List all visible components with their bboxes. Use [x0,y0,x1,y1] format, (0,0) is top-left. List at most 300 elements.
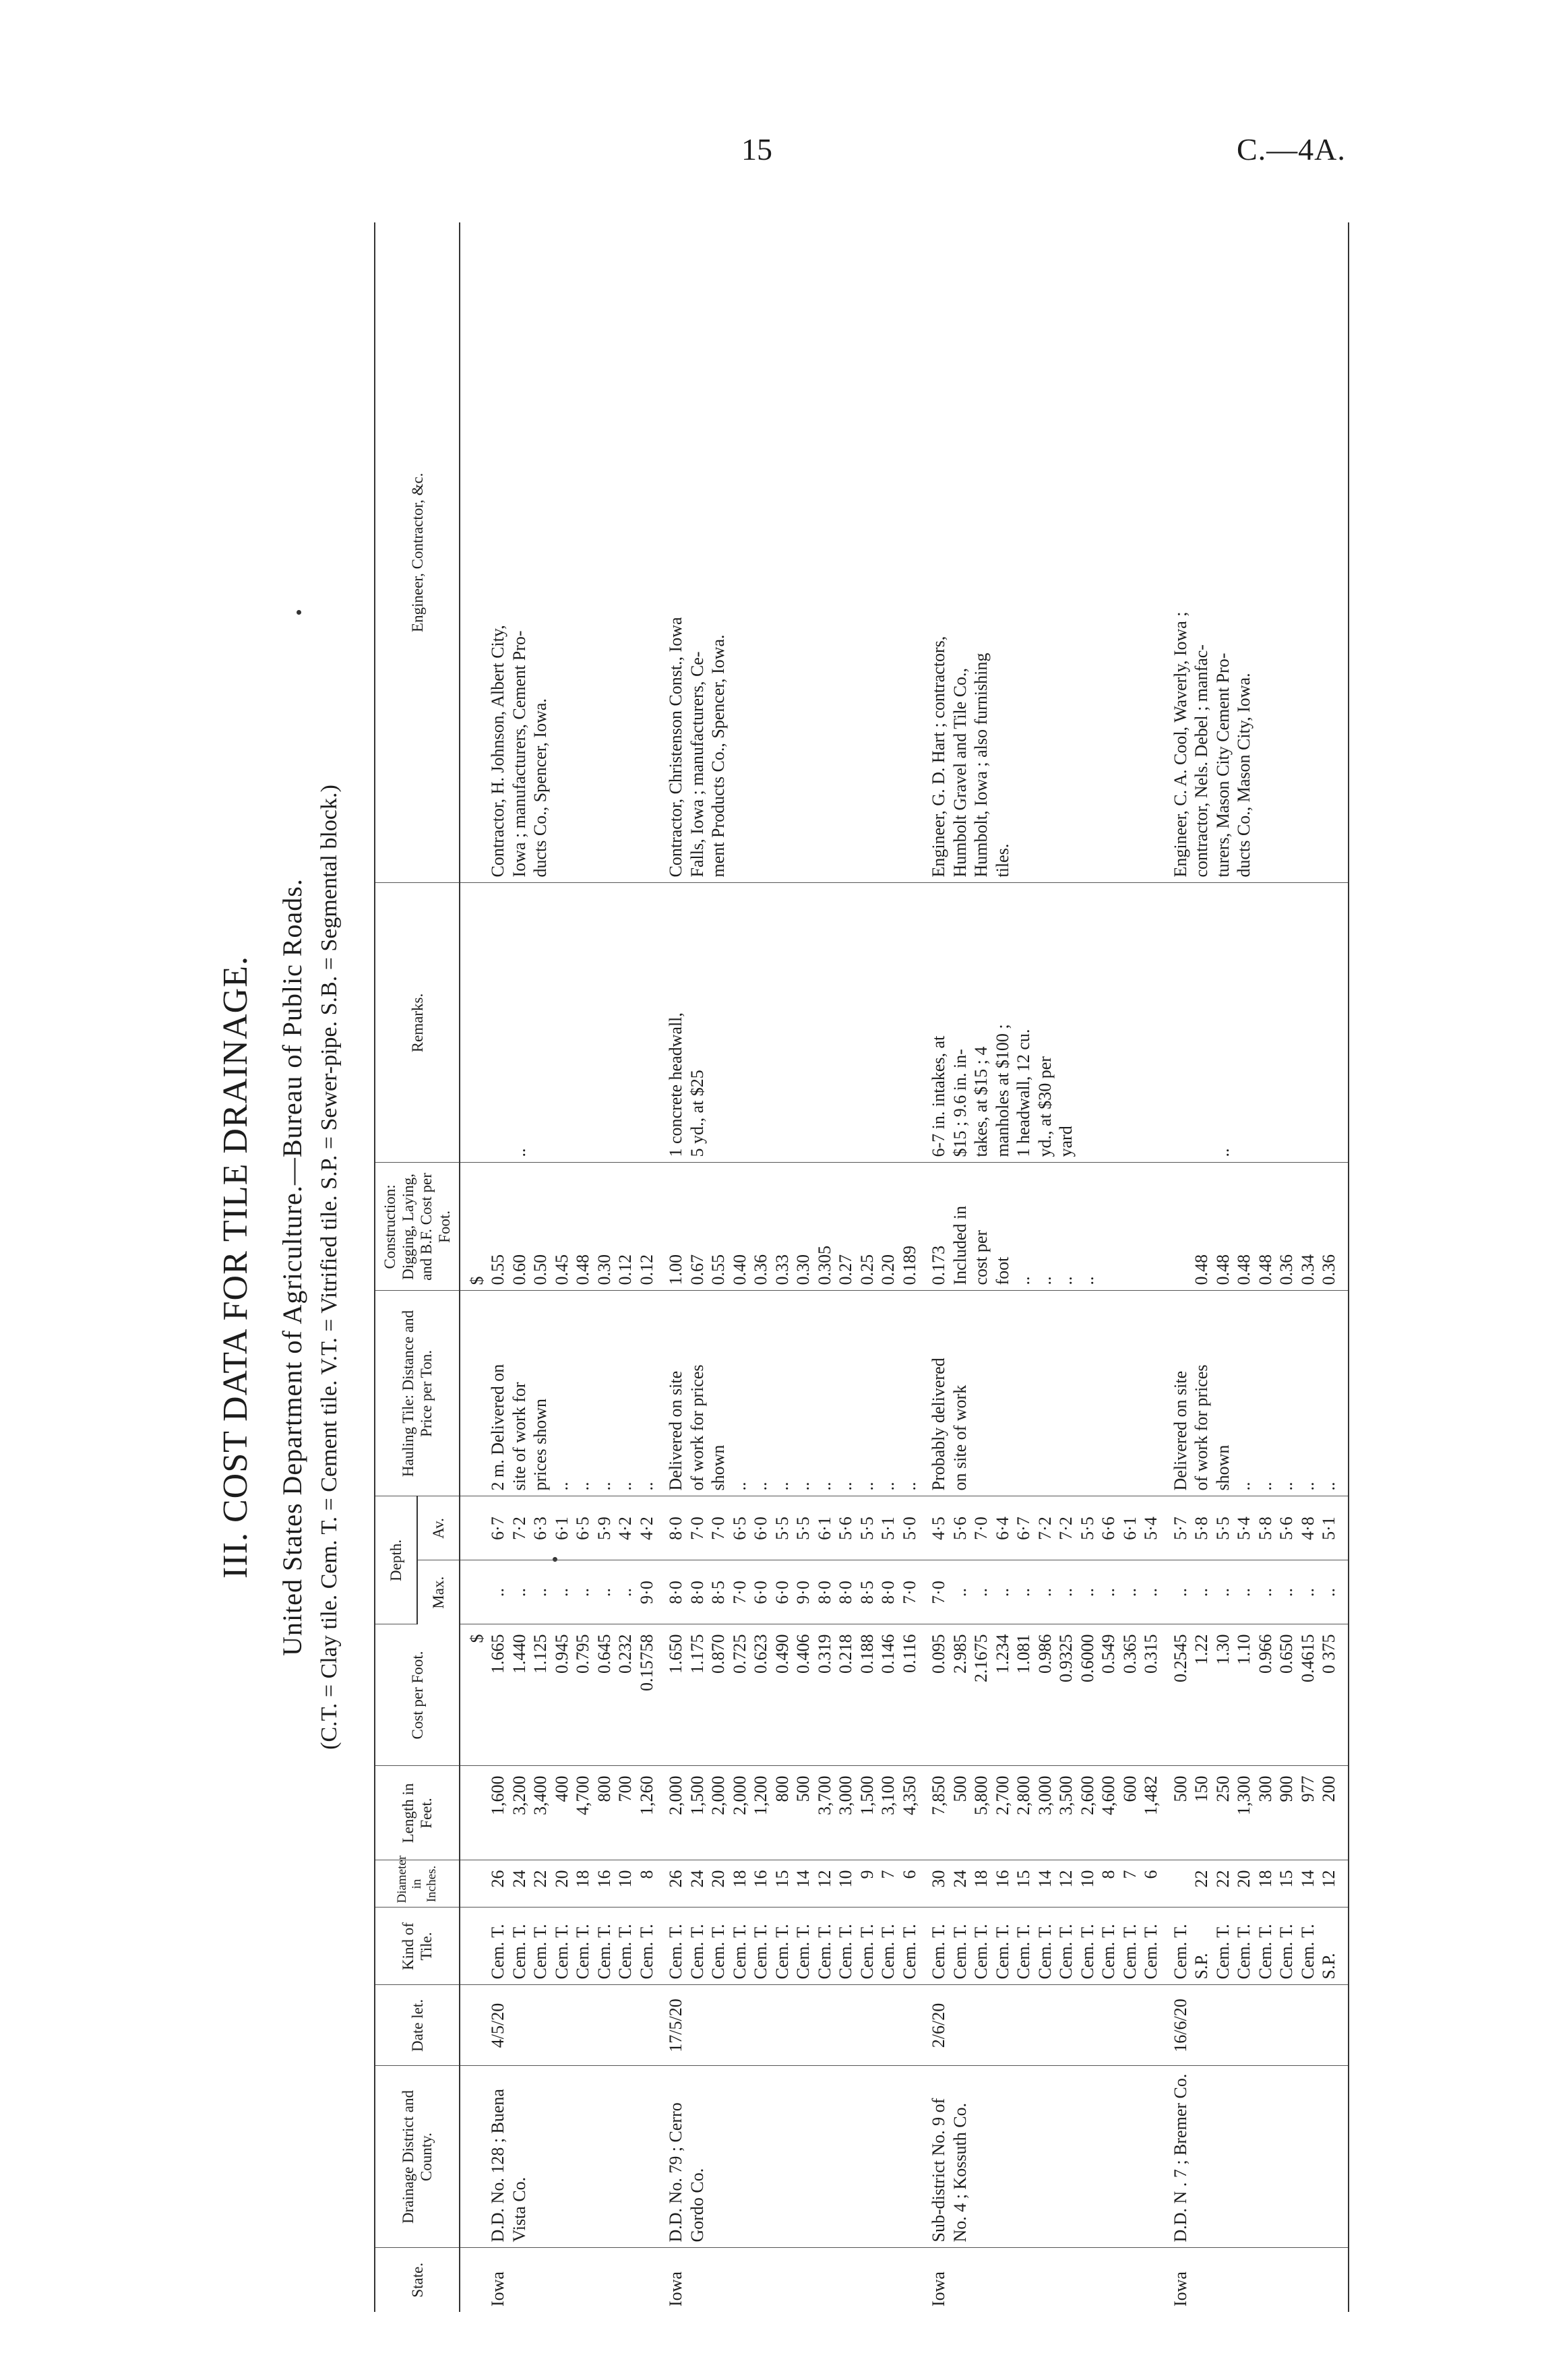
header-kind: Kind of Tile. [375,1908,460,1985]
diameter-value: 26 [488,1870,507,1888]
construction-line: 0.30 [793,1254,813,1285]
construction-column-cell [487,1163,657,1291]
depth-max-value: .. [530,1588,550,1597]
diameter-value: 18 [573,1870,592,1888]
diameter-value: 6 [899,1870,919,1879]
length-value: 2,000 [729,1775,749,1815]
hauling-line [1013,1297,1035,1491]
length-value: 4,350 [899,1775,919,1815]
hauling-line: .. [836,1482,855,1491]
header-depth-av: Av. [417,1496,460,1560]
hauling-line: .. [857,1482,877,1491]
diameter-value: 12 [1056,1870,1076,1888]
currency-cell: $ [460,1624,487,1766]
construction-line: 0.12 [636,1254,656,1285]
length-value: 3,500 [1056,1775,1076,1815]
cost-value: 1.234 [992,1634,1012,1674]
engineer-line: Humbolt, Iowa ; also furnishing [971,652,991,878]
kind-column-cell [928,1908,1162,1985]
spacer-cell [920,222,928,883]
depth-av-value: 4·2 [636,1517,656,1540]
length-value: 2,800 [1014,1775,1033,1815]
engineer-line [1098,228,1119,878]
spacer-cell [1340,1560,1349,1624]
table-subtitle: United States Department of Agriculture.—Bureau of Public Roads. [277,878,307,1656]
spacer-cell [1340,1908,1349,1985]
header-district: Drainage District and County. [375,2066,460,2248]
depth-max-value: 7·0 [899,1581,919,1604]
diameter-value [1170,1870,1192,1902]
construction-line: 0.40 [729,1254,749,1285]
depth-av-value: 7·0 [971,1517,991,1540]
construction-column-cell [665,1163,920,1291]
construction-line: 0.12 [615,1254,635,1285]
remarks-line [1140,889,1162,1157]
engineer-line [814,228,836,878]
length-value: 2,700 [992,1775,1012,1815]
diameter-value: 22 [1192,1870,1211,1888]
group-spacer [1162,222,1170,2312]
engineer-column-cell [487,222,657,883]
depth-max-value: .. [950,1588,970,1597]
engineer-column-cell [1170,222,1340,883]
cost-value: 0 375 [1319,1634,1338,1674]
spacer-cell [1162,1860,1170,1908]
depth-max-value: 8·0 [814,1581,834,1604]
header-diameter: Diameter in Inches. [375,1860,460,1908]
engineer-line: ment Products Co., Spencer, Iowa. [708,634,728,878]
spacer-cell [1340,1624,1349,1766]
hauling-line: .. [615,1482,635,1491]
kind-of-tile: Cem. T. [687,1924,707,1980]
currency-cell [460,1766,487,1860]
cost-value: 2.1675 [971,1634,991,1682]
group-spacer [657,222,665,2312]
length-column-cell [1170,1766,1340,1860]
cost-value: 0.15758 [636,1634,656,1691]
engineer-line: Engineer, G. D. Hart ; contractors, [929,636,948,878]
construction-line: 0.20 [878,1254,898,1285]
kind-of-tile: Cem. T. [615,1924,635,1980]
length-value: 1,200 [751,1775,770,1815]
cost-value: 0.945 [551,1634,572,1674]
spacer-cell [1340,1766,1349,1860]
construction-line: 0.36 [751,1254,770,1285]
length-value: 500 [950,1775,970,1802]
kind-of-tile: Cem. T. [488,1924,507,1980]
currency-cell [460,2248,487,2312]
depth-av-value: 5·6 [950,1517,970,1540]
currency-cell [460,2066,487,2248]
currency-cell [460,1496,487,1560]
depth-max-value: .. [1077,1588,1097,1597]
remarks-line [1098,889,1119,1157]
hauling-line: of work for prices [1192,1364,1211,1491]
remarks-line [877,889,899,1157]
currency-cell [460,883,487,1163]
length-value: 700 [615,1775,635,1802]
construction-line: 0.305 [814,1246,834,1285]
cost-value: 1.10 [1234,1634,1254,1665]
depth-av-value: 7·0 [687,1517,707,1540]
currency-cell [460,1908,487,1985]
depth-av-value: 6·1 [1119,1517,1140,1540]
kind-of-tile: Cem. T. [793,1924,813,1980]
length-value: 2,000 [708,1775,728,1815]
kind-of-tile: Cem. T. [950,1924,970,1980]
depth-av-value: 6·5 [573,1517,592,1540]
engineer-line [877,228,899,878]
diameter-value: 12 [1319,1870,1338,1888]
diameter-value: 9 [857,1870,877,1879]
district-cell-text: D.D. No. 79 ; Cerro Gordo Co. [666,2102,707,2242]
spacer-cell [920,883,928,1163]
remarks-line [530,889,551,1157]
spacer-cell [657,1908,665,1985]
construction-line: 0.48 [573,1254,592,1285]
construction-line [1098,1169,1119,1285]
kind-of-tile: Cem. T. [836,1924,855,1980]
depth-av-value: 6·1 [814,1517,834,1540]
engineer-line [1055,228,1077,878]
hauling-column-cell [1170,1291,1340,1496]
date-let-cell [928,1985,1162,2066]
spacer-cell [1162,1560,1170,1624]
date-let-cell-text: 17/5/20 [666,1998,685,2052]
district-cell [665,2066,920,2248]
cost-value: 2.985 [950,1634,970,1674]
av-column-cell [928,1496,1162,1560]
kind-of-tile: Cem. T. [751,1924,770,1980]
diameter-value: 8 [1099,1870,1118,1879]
hauling-line: .. [878,1482,898,1491]
construction-line: 0.189 [899,1246,919,1285]
hauling-line: shown [1212,1444,1233,1491]
engineer-line: Contractor, Christenson Const., Iowa [666,617,685,878]
depth-max-value: 8·5 [857,1581,877,1604]
spacer-cell [657,1766,665,1860]
depth-max-value: .. [615,1588,635,1597]
depth-max-value: .. [1319,1588,1338,1597]
group-spacer [1340,222,1349,2312]
hauling-line: shown [708,1444,728,1491]
depth-max-value: .. [1297,1588,1318,1597]
diameter-value: 16 [594,1870,614,1888]
cost-value: 0.2545 [1170,1634,1190,1682]
depth-max-value: .. [1255,1588,1275,1597]
engineer-line: turers, Mason City Cement Pro- [1212,652,1233,878]
state-cell-text: Iowa [1170,2271,1190,2307]
depth-max-value: .. [1056,1588,1076,1597]
header-state: State. [375,2248,460,2312]
remarks-line [729,889,751,1157]
construction-line: 0.25 [857,1254,877,1285]
depth-av-value: 6·7 [1014,1517,1033,1540]
length-value: 1,482 [1141,1775,1161,1815]
depth-av-value: 6·0 [751,1517,770,1540]
kind-of-tile: Cem. T. [551,1924,572,1980]
length-value: 150 [1192,1775,1211,1802]
depth-av-value: 4·2 [615,1517,635,1540]
remarks-line [857,889,878,1157]
kind-of-tile: Cem. T. [1212,1924,1233,1980]
district-cell [487,2066,657,2248]
depth-max-value: 8·0 [666,1581,685,1604]
date-let-cell-text: 16/6/20 [1170,1998,1190,2052]
state-cell-text: Iowa [488,2271,507,2307]
remarks-line: .. [1212,1148,1233,1157]
date-let-cell-text: 2/6/20 [929,2003,948,2048]
construction-line [1140,1169,1162,1285]
hauling-line [1140,1297,1162,1491]
currency-row [460,222,487,2312]
length-value: 800 [772,1775,792,1802]
construction-line: 0.173 [929,1246,948,1285]
hauling-line [992,1297,1014,1491]
spacer-cell [920,1766,928,1860]
remarks-line [1276,889,1297,1157]
depth-av-value: 5·5 [1212,1517,1233,1540]
length-value: 3,700 [814,1775,834,1815]
max-column-cell [928,1560,1162,1624]
kind-of-tile: Cem. T. [814,1924,834,1980]
construction-line: 0.48 [1212,1254,1233,1285]
diameter-value: 18 [1255,1870,1275,1888]
length-column-cell [928,1766,1162,1860]
engineer-line [857,228,878,878]
cost-value: 0.315 [1141,1634,1161,1674]
remarks-line: 5 yd., at $25 [687,1070,707,1157]
kind-of-tile: Cem. T. [509,1924,529,1980]
state-cell [1170,2248,1340,2312]
length-value: 2,600 [1077,1775,1097,1815]
remarks-line [551,889,573,1157]
district-cell-text: D.D. N . 7 ; Bremer Co. [1170,2073,1190,2242]
kind-of-tile: Cem. T. [708,1924,728,1980]
kind-of-tile: Cem. T. [1056,1924,1076,1980]
spacer-cell [657,2248,665,2312]
spacer-cell [1340,1496,1349,1560]
construction-column-cell [928,1163,1162,1291]
spacer-cell [657,2066,665,2248]
depth-av-value: 5·9 [594,1517,614,1540]
depth-av-value: 5·1 [1319,1517,1338,1540]
spacer-cell [920,1291,928,1496]
table-row [1170,222,1340,2312]
construction-line: .. [1056,1276,1076,1285]
header-depth: Depth. [375,1496,417,1624]
kind-of-tile: Cem. T. [971,1924,991,1980]
engineer-line [594,228,615,878]
engineer-line: contractor, Nels. Debel ; manfac- [1192,644,1211,878]
engineer-line [551,228,573,878]
spacer-cell [657,1985,665,2066]
depth-max-value: .. [1276,1588,1296,1597]
depth-av-value: 6·4 [992,1517,1012,1540]
cost-value: 0.4615 [1297,1634,1318,1682]
construction-line: 0.45 [551,1254,572,1285]
depth-av-value: 5·8 [1192,1517,1211,1540]
length-value: 3,400 [530,1775,550,1815]
hauling-line: 2 m. Delivered on [488,1364,507,1491]
kind-of-tile: Cem. T. [1297,1924,1318,1980]
diameter-column-cell [928,1860,1162,1908]
diameter-column-cell [665,1860,920,1908]
depth-max-value: .. [971,1588,991,1597]
engineer-line [636,228,658,878]
spacer-cell [920,1163,928,1291]
hauling-line: Probably delivered [929,1357,948,1491]
hauling-line: .. [899,1482,919,1491]
depth-max-value: .. [1099,1588,1118,1597]
hauling-line: Delivered on site [1170,1370,1190,1491]
kind-of-tile: Cem. T. [1077,1924,1097,1980]
spacer-cell [1162,1624,1170,1766]
cost-value: 1.650 [666,1634,685,1674]
kind-of-tile: S.P. [1192,1953,1211,1980]
district-cell-text: D.D. No. 128 ; Buena Vista Co. [488,2089,529,2242]
hauling-line [1119,1297,1141,1491]
diameter-value: 24 [509,1870,529,1888]
remarks-line [636,889,658,1157]
construction-line: 0.33 [772,1254,792,1285]
cost-value: 0.870 [708,1634,728,1674]
spacer-cell [920,1560,928,1624]
diameter-value: 14 [1297,1870,1318,1888]
length-value: 500 [793,1775,813,1802]
length-value: 3,000 [1035,1775,1055,1815]
depth-max-value: 7·0 [729,1581,749,1604]
spacer-cell [920,2066,928,2248]
hauling-line: of work for prices [687,1364,707,1491]
depth-av-value: 5·6 [1276,1517,1296,1540]
remarks-line: 6-7 in. intakes, at [929,1035,948,1157]
spacer-cell [657,222,665,883]
cost-value: 0.490 [772,1634,792,1674]
construction-line: foot [992,1256,1012,1285]
currency-cell [460,222,487,883]
depth-max-value: 8·0 [836,1581,855,1604]
remarks-line [835,889,857,1157]
header-construction: Construction: Digging, Laying, and B.F. Cost per Foot. [375,1163,460,1291]
depth-max-value: .. [992,1588,1012,1597]
date-let-cell [487,1985,657,2066]
header-engineer: Engineer, Contractor, &c. [375,222,460,883]
depth-av-value: 7·2 [509,1517,529,1540]
av-column-cell [487,1496,657,1560]
spacer-cell [1340,222,1349,883]
depth-av-value: 7·2 [1035,1517,1055,1540]
cost-column-cell [487,1624,657,1766]
kind-column-cell [487,1908,657,1985]
cost-value: 0.795 [573,1634,592,1674]
construction-line: 0.30 [594,1254,614,1285]
depth-max-value: .. [488,1588,507,1597]
remarks-column-cell [487,883,657,1163]
remarks-line: manholes at $100 ; [992,1024,1012,1157]
depth-av-value: 7·0 [708,1517,728,1540]
remarks-line: yard [1056,1126,1076,1157]
engineer-line [772,228,793,878]
cost-value: 0.9325 [1056,1634,1076,1682]
depth-max-value: .. [1234,1588,1254,1597]
kind-of-tile: S.P. [1319,1953,1338,1980]
spacer-cell [1162,1908,1170,1985]
construction-line [1119,1169,1141,1285]
construction-line: 0.48 [1255,1254,1275,1285]
depth-max-value: 9·0 [636,1581,656,1604]
hauling-line: .. [1319,1482,1338,1491]
spacer-cell [1340,1291,1349,1496]
engineer-line [1297,228,1319,878]
remarks-line [1255,889,1276,1157]
engineer-line [835,228,857,878]
remarks-line [487,889,509,1157]
cost-value: 0.218 [836,1634,855,1674]
engineer-line: tiles. [992,843,1012,878]
hauling-line: .. [573,1482,592,1491]
construction-line: 0.55 [488,1254,507,1285]
depth-max-value: .. [1119,1588,1140,1597]
length-value: 900 [1276,1775,1296,1802]
remarks-line: 1 headwall, 12 cu. [1014,1029,1033,1157]
spacer-cell [657,1624,665,1766]
cost-data-table [374,222,1349,2312]
length-value: 1,300 [1234,1775,1254,1815]
diameter-value: 24 [950,1870,970,1888]
length-value: 2,000 [666,1775,685,1815]
remarks-line [814,889,836,1157]
depth-av-value: 5·5 [1077,1517,1097,1540]
spacer-cell [1162,1766,1170,1860]
hauling-line: .. [1276,1482,1296,1491]
depth-av-value: 6·1 [551,1517,572,1540]
cost-value: 0.406 [793,1634,813,1674]
max-column-cell [665,1560,920,1624]
table-row [665,222,920,2312]
depth-max-value: .. [594,1588,614,1597]
length-value: 300 [1255,1775,1275,1802]
hauling-line: Delivered on site [666,1370,685,1491]
depth-max-value: .. [1170,1588,1190,1597]
length-value: 800 [594,1775,614,1802]
spacer-cell [1340,1163,1349,1291]
cost-value: 1.22 [1192,1634,1211,1665]
depth-max-value: .. [1192,1588,1211,1597]
construction-line: 0.34 [1297,1254,1318,1285]
engineer-line [572,228,594,878]
district-cell [1170,2066,1340,2248]
currency-cell [460,1291,487,1496]
depth-max-value: .. [551,1588,572,1597]
kind-of-tile: Cem. T. [1170,1924,1190,1980]
diameter-value: 6 [1141,1870,1161,1879]
depth-max-value: 7·0 [929,1581,948,1604]
diameter-value: 10 [836,1870,855,1888]
group-spacer [920,222,928,2312]
construction-line: Included in [950,1205,970,1285]
diameter-value: 15 [772,1870,792,1888]
construction-line: 0.36 [1319,1254,1338,1285]
cost-column-cell [1170,1624,1340,1766]
length-value: 1,600 [488,1775,507,1815]
depth-av-value: 5·1 [878,1517,898,1540]
table-row [928,222,1162,2312]
length-value: 3,100 [878,1775,898,1815]
depth-max-value: 6·0 [751,1581,770,1604]
cost-value: 0.116 [899,1634,919,1674]
remarks-line [1191,889,1212,1157]
